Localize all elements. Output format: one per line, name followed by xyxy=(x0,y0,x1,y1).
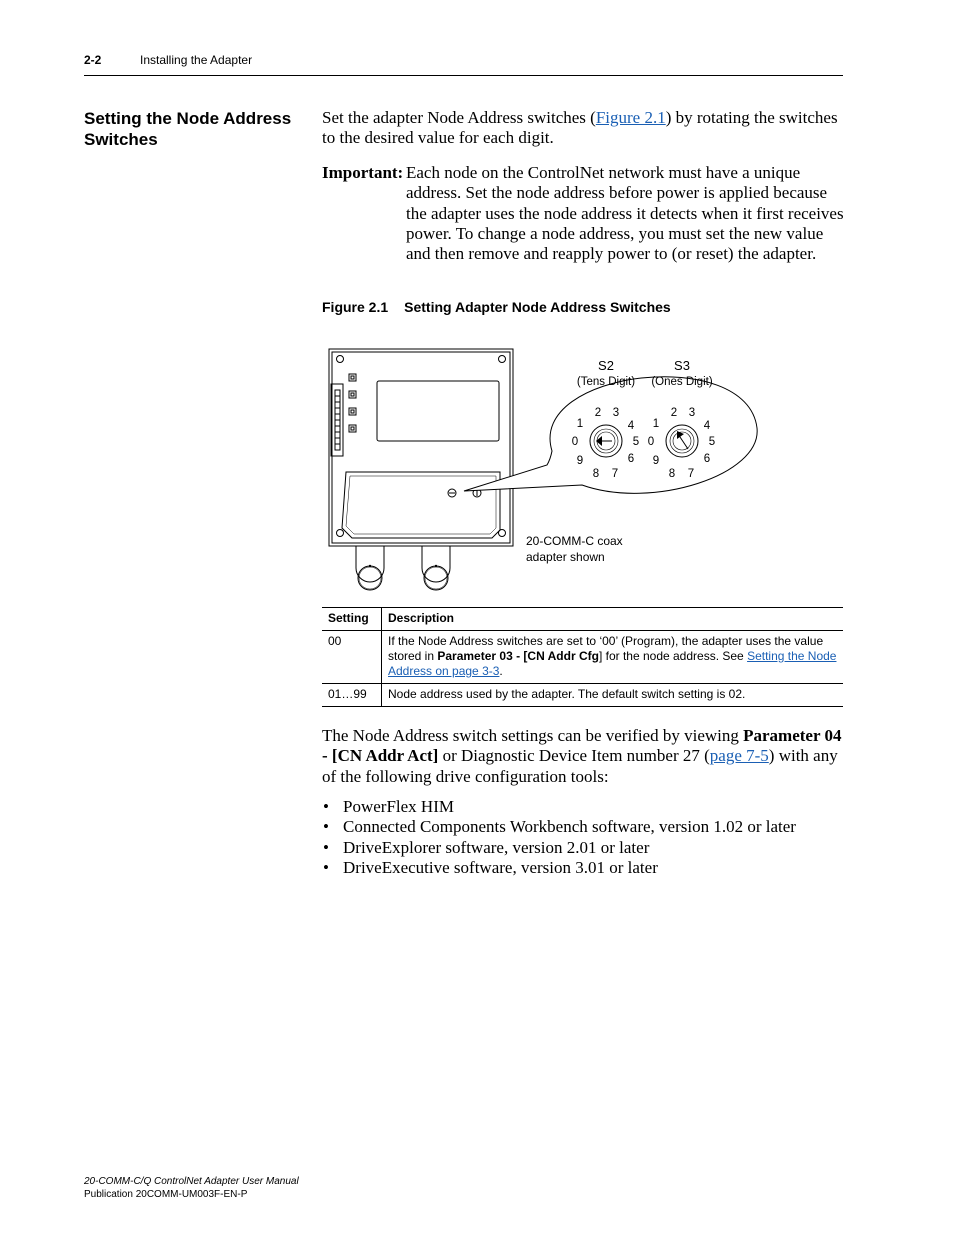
row1-desc-link[interactable]: Setting the Node Address on page 3-3 xyxy=(388,649,837,678)
row1-desc-a: If the Node Address switches are set to ‘00’ (Program), the adapter uses the value stored in xyxy=(388,634,824,663)
page-link[interactable]: page 7-5 xyxy=(709,746,769,766)
running-header: Installing the Adapter xyxy=(140,53,253,67)
intro-paragraph xyxy=(322,108,844,149)
s3-sublabel: (Ones Digit) xyxy=(651,376,713,388)
coax-pin-2 xyxy=(435,565,437,567)
intro-text-a: Set the adapter Node Address switches ( xyxy=(322,108,596,127)
s2-digit-9: 9 xyxy=(576,455,584,467)
row2-setting: 01…99 xyxy=(322,684,382,707)
table-row xyxy=(322,631,843,684)
header-rule xyxy=(84,75,843,76)
s3-digit-5: 5 xyxy=(708,436,716,448)
s3-digit-3: 3 xyxy=(688,407,696,419)
verify-text-c: ) with any of the following drive configuration tools: xyxy=(322,746,838,786)
important-label: Important: xyxy=(322,163,404,182)
s2-digit-7: 7 xyxy=(611,468,619,480)
row1-desc-bold: Parameter 03 - [CN Addr Cfg xyxy=(437,649,599,663)
figure-caption xyxy=(322,299,671,315)
s2-digit-5: 5 xyxy=(632,436,640,448)
list-item: • DriveExecutive software, version 3.01 or later xyxy=(322,858,844,878)
s2-digit-0: 0 xyxy=(571,436,579,448)
important-text: Each node on the ControlNet network must have a unique address. Set the node address before power is applied because the adapter uses the node address it detects when it first receives power. To change a node address, you must set the new value and then remove and reapply power to (or reset) the adapter. xyxy=(406,163,844,264)
row1-desc-b: ] for the node address. See xyxy=(598,649,748,663)
table-row xyxy=(322,684,843,707)
row1-desc-c: . xyxy=(499,664,503,678)
zoom-callout xyxy=(464,377,757,494)
s3-digit-9: 9 xyxy=(652,455,660,467)
figure-number: Figure 2.1 xyxy=(322,299,389,315)
verify-paragraph xyxy=(322,726,844,787)
row2-description: Node address used by the adapter. The default switch setting is 02. xyxy=(382,684,844,707)
s3-digit-6: 6 xyxy=(703,453,711,465)
s3-digit-8: 8 xyxy=(668,468,676,480)
s3-label: S3 xyxy=(674,358,690,373)
settings-table xyxy=(322,607,843,707)
verify-bold: Parameter 04 - [CN Addr Act] xyxy=(322,726,842,766)
intro-text-b: ) by rotating the switches to the desired value for each digit. xyxy=(322,108,838,148)
table-header-setting: Setting xyxy=(322,608,382,631)
s2-digit-8: 8 xyxy=(592,468,600,480)
figure-note-line1: 20-COMM-C coax xyxy=(526,534,623,548)
verify-text-b: or Diagnostic Device Item number 27 ( xyxy=(438,746,710,766)
footer-manual-title: 20-COMM-C/Q ControlNet Adapter User Manual xyxy=(84,1176,299,1187)
s3-digit-2: 2 xyxy=(670,407,678,419)
figure-link[interactable]: Figure 2.1 xyxy=(595,108,666,127)
s3-digit-4: 4 xyxy=(703,420,711,432)
list-item: • Connected Components Workbench software, version 1.02 or later xyxy=(322,817,844,837)
footer-publication: Publication 20COMM-UM003F-EN-P xyxy=(84,1189,248,1200)
tools-list xyxy=(322,797,844,878)
adapter-board xyxy=(329,349,513,590)
list-item: • DriveExplorer software, version 2.01 or later xyxy=(322,838,844,858)
s3-digit-1: 1 xyxy=(652,418,660,430)
table-header-row xyxy=(322,608,843,631)
page-number: 2-2 xyxy=(84,53,102,67)
s2-digit-2: 2 xyxy=(594,407,602,419)
s2-sublabel: (Tens Digit) xyxy=(576,376,636,388)
list-item: • PowerFlex HIM xyxy=(322,797,844,817)
table-header-description: Description xyxy=(382,608,844,631)
s2-digit-3: 3 xyxy=(612,407,620,419)
s3-digit-0: 0 xyxy=(647,436,655,448)
adapter-figure xyxy=(322,330,762,598)
s2-digit-4: 4 xyxy=(627,420,635,432)
verify-text-a: The Node Address switch settings can be verified by viewing xyxy=(322,726,744,745)
row1-description xyxy=(382,631,844,684)
s2-digit-1: 1 xyxy=(576,418,584,430)
coax-pin-1 xyxy=(369,565,371,567)
figure-title: Setting Adapter Node Address Switches xyxy=(404,299,671,315)
figure-note-line2: adapter shown xyxy=(526,550,605,564)
s2-digit-6: 6 xyxy=(627,453,635,465)
row1-setting: 00 xyxy=(322,631,382,684)
section-heading: Setting the Node Address Switches xyxy=(84,109,292,149)
s2-label: S2 xyxy=(598,358,614,373)
s3-digit-7: 7 xyxy=(687,468,695,480)
